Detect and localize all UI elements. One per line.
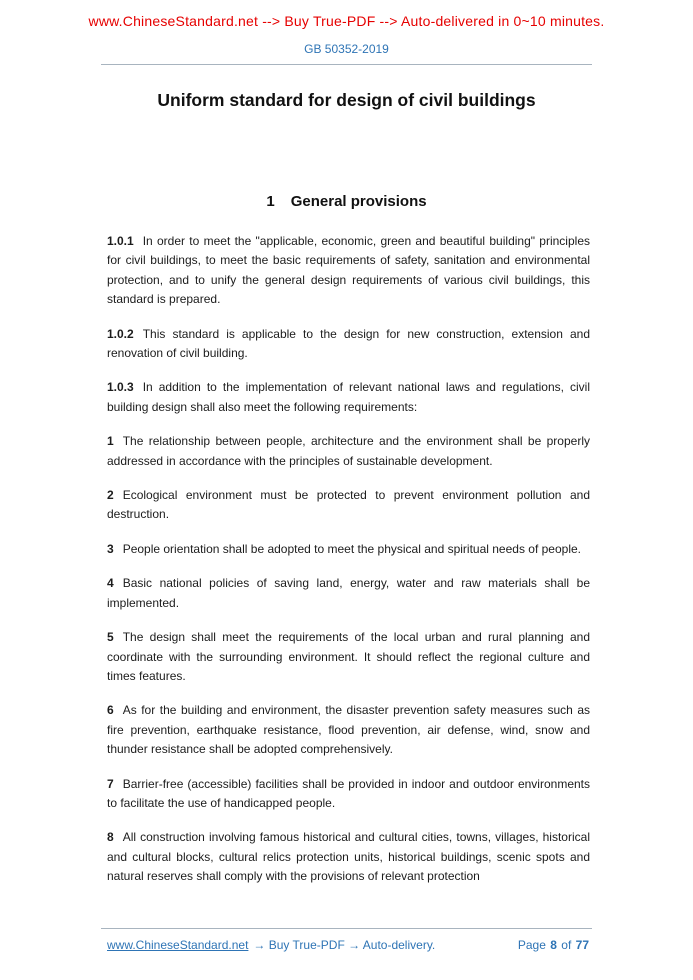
page-total: 77 <box>575 938 589 952</box>
promo-banner: www.ChineseStandard.net --> Buy True-PDF --> Auto-delivered in 0~10 minutes. <box>88 13 605 29</box>
document-body <box>0 210 693 887</box>
list-item <box>107 701 590 759</box>
page-footer <box>0 928 693 952</box>
header-divider <box>101 64 592 65</box>
list-item-number: 7 <box>107 776 114 791</box>
list-item-text: The relationship between people, architecture and the environment shall be properly addressed in accordance with the principles of sustainable development. <box>107 434 590 468</box>
paragraph-label: 1.0.1 <box>107 234 134 248</box>
section-number: 1 <box>266 193 275 210</box>
paragraph-label: 1.0.3 <box>107 380 134 395</box>
paragraph <box>107 232 590 310</box>
list-item-number: 5 <box>107 630 114 645</box>
list-item <box>107 828 590 886</box>
list-item <box>107 574 590 613</box>
page-indicator <box>518 938 590 952</box>
paragraph-text: In order to meet the "applicable, economic, green and beautiful building" principles for civil buildings, to meet the basic requirements of safety, sanitation and environmental protection, and to unify the general design requirements of various civil buildings, this standard is prepared. <box>107 234 590 307</box>
footer-site-link[interactable]: www.ChineseStandard.net <box>107 938 249 952</box>
list-item-text: The design shall meet the requirements of the local urban and rural planning and coordinate with the surrounding environment. It should reflect the regional culture and times features. <box>107 630 590 683</box>
list-item <box>107 486 590 525</box>
list-item-text: As for the building and environment, the disaster prevention safety measures such as fire prevention, earthquake resistance, flood prevention, air defense, wind, snow and thunder resistance shall be adopted comprehensively. <box>107 703 590 757</box>
list-item-number: 3 <box>107 541 114 556</box>
page-number: 8 <box>550 938 557 952</box>
paragraph <box>107 378 590 417</box>
paragraph-label: 1.0.2 <box>107 326 134 341</box>
page-of-label: of <box>561 938 572 952</box>
footer-tagline: → Buy True-PDF → Auto-delivery. <box>253 938 436 952</box>
list-item-text: All construction involving famous historical and cultural cities, towns, villages, historical and cultural blocks, cultural relics protection units, historical buildings, scenic spots and natural reserves shall comply with the provisions of relevant protection <box>107 830 590 884</box>
footer-promo <box>107 938 435 952</box>
list-item-number: 6 <box>107 703 114 718</box>
paragraph-text: This standard is applicable to the design for new construction, extension and renovation of civil building. <box>107 326 590 361</box>
list-item <box>107 540 590 559</box>
list-item <box>107 432 590 471</box>
paragraph-text: In addition to the implementation of relevant national laws and regulations, civil building design shall also meet the following requirements: <box>107 380 590 414</box>
standard-code: GB 50352-2019 <box>304 42 389 56</box>
list-item-text: Barrier-free (accessible) facilities shall be provided in indoor and outdoor environments to facilitate the use of handicapped people. <box>107 776 590 810</box>
list-item <box>107 628 590 686</box>
list-item <box>107 775 590 814</box>
list-item-text: Ecological environment must be protected to prevent environment pollution and destruction. <box>107 488 590 522</box>
list-item-number: 8 <box>107 830 114 845</box>
footer-divider <box>101 928 592 929</box>
list-item-number: 4 <box>107 576 114 591</box>
page-label: Page <box>517 938 546 952</box>
list-item-number: 2 <box>107 488 114 503</box>
document-title: Uniform standard for design of civil buildings <box>157 90 536 110</box>
section-heading <box>0 193 693 210</box>
paragraph <box>107 325 590 364</box>
list-item-text: People orientation shall be adopted to meet the physical and spiritual needs of people. <box>122 541 582 556</box>
list-item-text: Basic national policies of saving land, energy, water and raw materials shall be implemented. <box>107 576 590 610</box>
list-item-number: 1 <box>107 434 114 449</box>
section-title: General provisions <box>290 193 427 210</box>
